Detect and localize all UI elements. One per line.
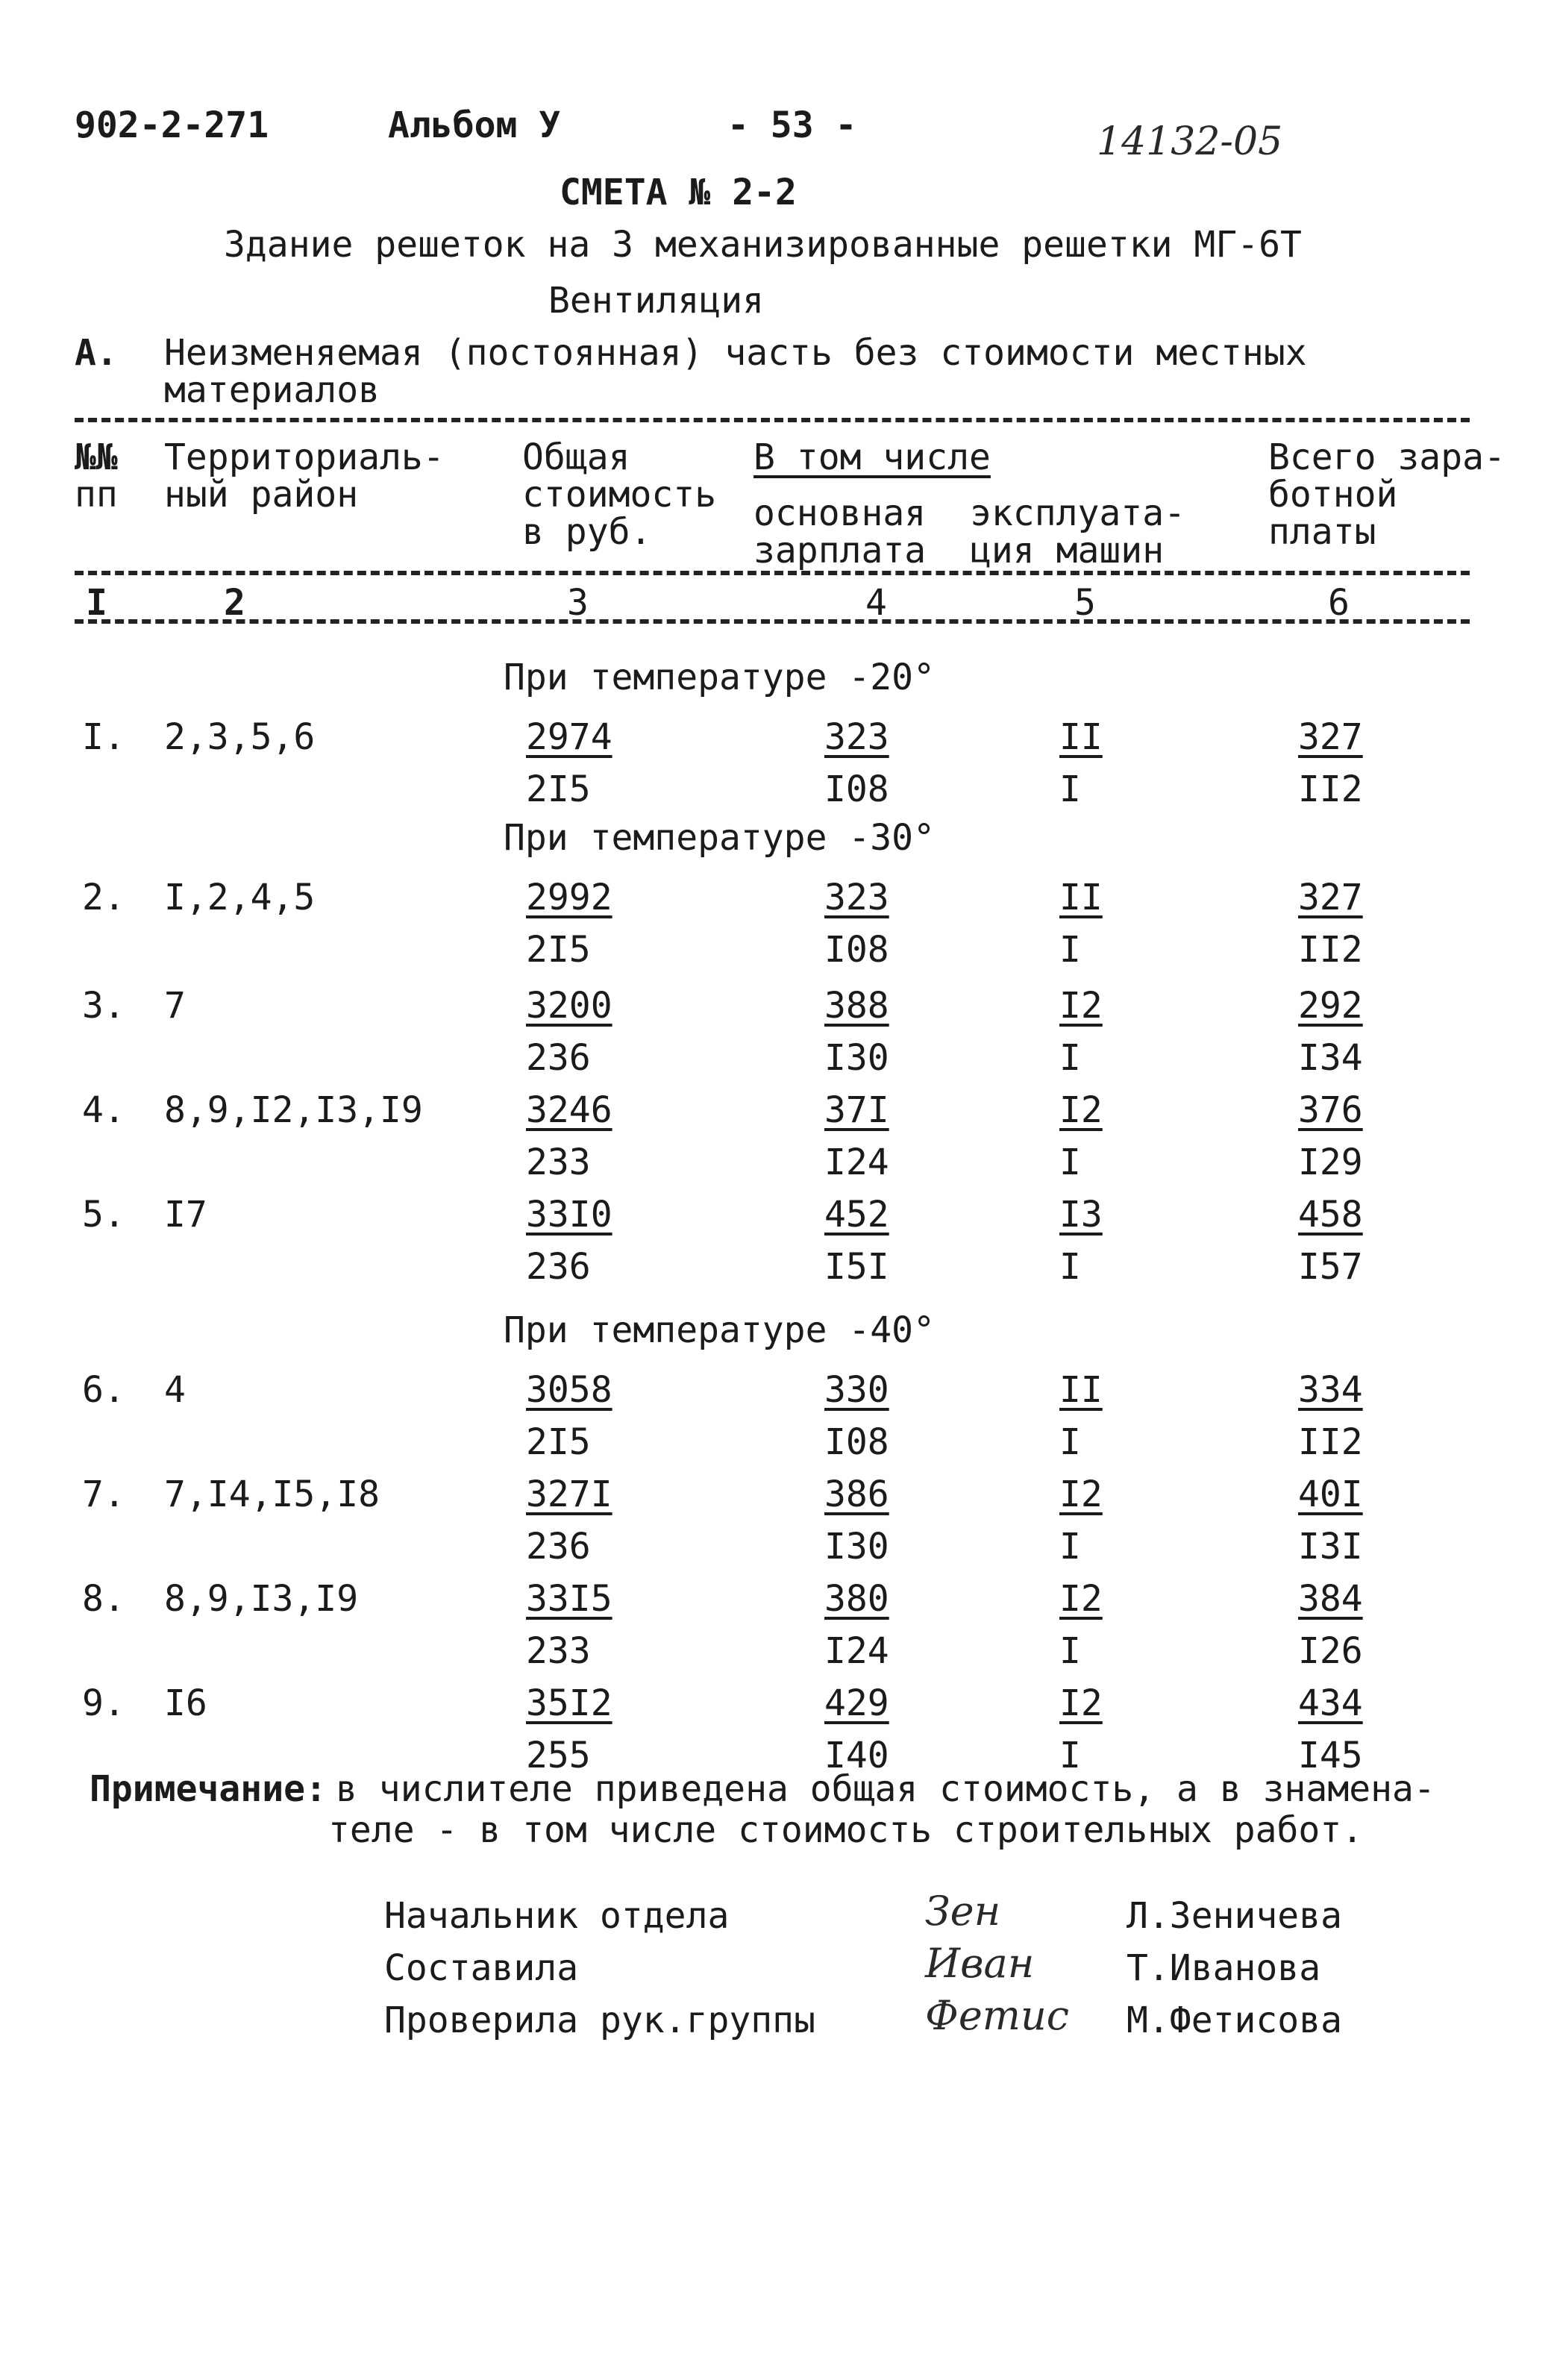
cell-numerator: 327 <box>1298 877 1363 918</box>
cell-numerator: I2 <box>1059 985 1103 1027</box>
cell-numerator: 327 <box>1298 716 1363 758</box>
cell-numerator: 327I <box>526 1474 612 1515</box>
cell-numerator: 323 <box>824 716 889 758</box>
row-number: I. <box>82 716 125 758</box>
part-letter: А. <box>75 332 118 374</box>
cell-denominator: 2I5 <box>526 929 591 971</box>
cell-denominator: I30 <box>824 1037 889 1079</box>
cell-denominator: I08 <box>824 1421 889 1463</box>
cell-denominator: I45 <box>1298 1735 1363 1776</box>
cell-denominator: II2 <box>1298 1421 1363 1463</box>
cell-denominator: 2I5 <box>526 768 591 810</box>
header-group-including: В том числе <box>753 436 991 478</box>
cell-denominator: I24 <box>824 1630 889 1672</box>
territorial-district: 2,3,5,6 <box>164 716 316 758</box>
cell-numerator: 384 <box>1298 1578 1363 1620</box>
cell-numerator: I2 <box>1059 1089 1103 1131</box>
page-number: - 53 - <box>727 104 857 146</box>
cell-numerator: 3200 <box>526 985 612 1027</box>
signatory-name: Т.Иванова <box>1127 1947 1321 1989</box>
signatory-name: Л.Зеничева <box>1127 1895 1342 1937</box>
cell-numerator: 2974 <box>526 716 612 758</box>
territorial-district: I6 <box>164 1682 207 1724</box>
territorial-district: 7 <box>164 985 186 1027</box>
col-number-5: 5 <box>1074 582 1096 624</box>
cell-denominator: I34 <box>1298 1037 1363 1079</box>
part-description-line1: Неизменяемая (постоянная) часть без стоимости местных <box>164 332 1307 374</box>
signatory-role: Составила <box>384 1947 579 1989</box>
note-line2: теле - в том числе стоимость строительных работ. <box>328 1809 1364 1851</box>
cell-numerator: 323 <box>824 877 889 918</box>
row-number: 4. <box>82 1089 125 1131</box>
cell-denominator: I3I <box>1298 1526 1363 1568</box>
row-number: 3. <box>82 985 125 1027</box>
cell-numerator: 35I2 <box>526 1682 612 1724</box>
cell-denominator: I30 <box>824 1526 889 1568</box>
territorial-district: 4 <box>164 1369 186 1411</box>
cell-denominator: 236 <box>526 1526 591 1568</box>
handwritten-code: 14132-05 <box>1097 119 1283 164</box>
row-number: 6. <box>82 1369 125 1411</box>
cell-denominator: II2 <box>1298 929 1363 971</box>
cell-numerator: I2 <box>1059 1578 1103 1620</box>
cell-denominator: I26 <box>1298 1630 1363 1672</box>
temperature-heading: При температуре -40° <box>504 1309 935 1351</box>
cell-denominator: 236 <box>526 1037 591 1079</box>
cell-denominator: I29 <box>1298 1142 1363 1183</box>
cell-numerator: 388 <box>824 985 889 1027</box>
col-number-6: 6 <box>1328 582 1350 624</box>
row-number: 5. <box>82 1194 125 1236</box>
temperature-heading: При температуре -20° <box>504 657 935 698</box>
cell-denominator: I5I <box>824 1246 889 1288</box>
handwritten-signature: Зен <box>925 1888 1001 1935</box>
building-title: Здание решеток на 3 механизированные решетки МГ-6Т <box>224 224 1302 266</box>
cell-numerator: 37I <box>824 1089 889 1131</box>
cell-denominator: 233 <box>526 1630 591 1672</box>
cell-numerator: 3058 <box>526 1369 612 1411</box>
cell-denominator: 236 <box>526 1246 591 1288</box>
territorial-district: 8,9,I2,I3,I9 <box>164 1089 423 1131</box>
cell-denominator: I57 <box>1298 1246 1363 1288</box>
cell-denominator: I08 <box>824 768 889 810</box>
cell-numerator: 458 <box>1298 1194 1363 1236</box>
col-numbers-rule <box>75 619 1470 624</box>
col-number-3: 3 <box>567 582 589 624</box>
signatory-role: Начальник отдела <box>384 1895 730 1937</box>
cell-denominator: I <box>1059 1421 1081 1463</box>
cell-numerator: 33I5 <box>526 1578 612 1620</box>
col-number-2: 2 <box>224 582 245 624</box>
cell-numerator: 40I <box>1298 1474 1363 1515</box>
row-number: 8. <box>82 1578 125 1620</box>
cell-numerator: I3 <box>1059 1194 1103 1236</box>
cell-denominator: I <box>1059 1037 1081 1079</box>
temperature-heading: При температуре -30° <box>504 817 935 859</box>
cell-numerator: 292 <box>1298 985 1363 1027</box>
handwritten-signature: Фетис <box>925 1992 1070 2039</box>
cell-numerator: 434 <box>1298 1682 1363 1724</box>
album-label: Альбом У <box>388 104 561 146</box>
cell-numerator: 429 <box>824 1682 889 1724</box>
cell-numerator: 33I0 <box>526 1194 612 1236</box>
note-line1: в числителе приведена общая стоимость, а в знамена- <box>336 1768 1435 1810</box>
territorial-district: I,2,4,5 <box>164 877 316 918</box>
cell-denominator: 255 <box>526 1735 591 1776</box>
note-label: Примечание: <box>90 1768 327 1810</box>
cell-numerator: 452 <box>824 1194 889 1236</box>
row-number: 2. <box>82 877 125 918</box>
territorial-district: 7,I4,I5,I8 <box>164 1474 380 1515</box>
cell-denominator: I <box>1059 1630 1081 1672</box>
cell-denominator: I <box>1059 1735 1081 1776</box>
cell-denominator: I40 <box>824 1735 889 1776</box>
estimate-title: СМЕТА № 2-2 <box>560 172 797 213</box>
cell-numerator: 330 <box>824 1369 889 1411</box>
cell-denominator: I <box>1059 1526 1081 1568</box>
cell-numerator: I2 <box>1059 1682 1103 1724</box>
cell-denominator: I <box>1059 768 1081 810</box>
col-number-4: 4 <box>865 582 887 624</box>
cell-denominator: II2 <box>1298 768 1363 810</box>
row-number: 7. <box>82 1474 125 1515</box>
cell-numerator: 3246 <box>526 1089 612 1131</box>
col-number-1: I <box>86 582 107 624</box>
cell-numerator: 376 <box>1298 1089 1363 1131</box>
cell-numerator: 386 <box>824 1474 889 1515</box>
cell-denominator: I <box>1059 1246 1081 1288</box>
signatory-name: М.Фетисова <box>1127 1999 1342 2041</box>
cell-denominator: I <box>1059 929 1081 971</box>
cell-denominator: I <box>1059 1142 1081 1183</box>
territorial-district: 8,9,I3,I9 <box>164 1578 359 1620</box>
row-number: 9. <box>82 1682 125 1724</box>
table-top-rule <box>75 418 1470 422</box>
cell-numerator: I2 <box>1059 1474 1103 1515</box>
territorial-district: I7 <box>164 1194 207 1236</box>
cell-numerator: II <box>1059 877 1103 918</box>
cell-numerator: 334 <box>1298 1369 1363 1411</box>
cell-numerator: II <box>1059 1369 1103 1411</box>
cell-denominator: I08 <box>824 929 889 971</box>
cell-denominator: 2I5 <box>526 1421 591 1463</box>
cell-denominator: 233 <box>526 1142 591 1183</box>
part-description-line2: материалов <box>164 369 380 411</box>
cell-numerator: II <box>1059 716 1103 758</box>
signatory-role: Проверила рук.группы <box>384 1999 815 2041</box>
handwritten-signature: Иван <box>925 1940 1035 1987</box>
cell-denominator: I24 <box>824 1142 889 1183</box>
cell-numerator: 380 <box>824 1578 889 1620</box>
cell-numerator: 2992 <box>526 877 612 918</box>
section-title: Вентиляция <box>548 280 764 322</box>
doc-code: 902-2-271 <box>75 104 269 146</box>
header-bottom-rule <box>75 571 1470 575</box>
